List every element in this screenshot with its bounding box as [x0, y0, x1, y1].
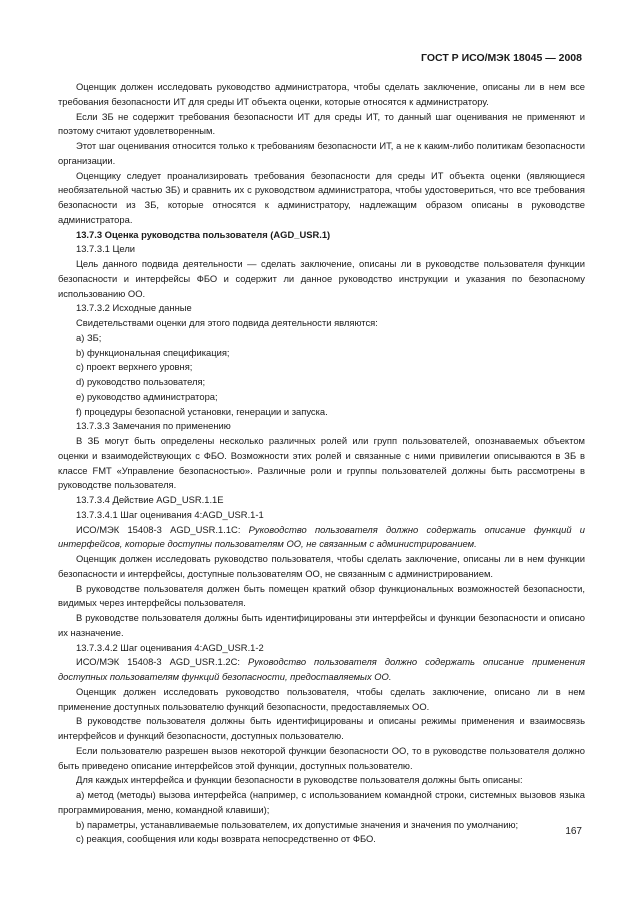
subsection-heading: 13.7.3.2 Исходные данные	[76, 302, 192, 314]
subsection-heading: 13.7.3.4.2 Шаг оценивания 4:AGD_USR.1-2	[76, 641, 264, 653]
requirement-text: Руководство пользователя должно содержать описание применения доступных пользователям функций безопасности, предоставляемых ОО.	[58, 656, 586, 682]
paragraph: Если ЗБ не содержит требования безопасности ИТ для среды ИТ, то данный шаг оценивания не применяют и поэтому считают удовлетворенным.	[58, 110, 585, 137]
paragraph: Если пользователю разрешен вызов некоторой функции безопасности ОО, то в руководстве пользователя должно быть приведено описание интерфейсов этой функции, доступных пользователю.	[58, 744, 585, 771]
requirement-ref: ИСО/МЭК 15408-3 AGD_USR.1.2C:	[76, 656, 248, 668]
list-item: d) руководство пользователя;	[76, 376, 206, 387]
requirement-paragraph	[58, 523, 585, 553]
paragraph: Оценщик должен исследовать руководство администратора, чтобы сделать заключение, описаны ли в нем все требования безопасности ИТ для среды ИТ объекта оценки, которые относятся к администратору.	[58, 81, 585, 107]
list-item: e) руководство администратора;	[76, 390, 218, 402]
paragraph: Этот шаг оценивания относится только к требованиям безопасности ИТ, а не к каким-либо политикам безопасности организации.	[58, 140, 585, 166]
paragraph: Свидетельствами оценки для этого подвида деятельности являются:	[76, 317, 378, 328]
paragraph: Цель данного подвида деятельности — сделать заключение, описаны ли в руководстве пользователя функции безопасности и интерфейсы ФБО и содержит ли данное руководство инструкции и указания по безопасному использованию ОО.	[58, 258, 585, 299]
document-header: ГОСТ Р ИСО/МЭК 18045 — 2008	[421, 52, 582, 64]
list-item: b) параметры, устанавливаемые пользователем, их допустимые значения и значения по умолчанию;	[76, 818, 519, 830]
paragraph: В руководстве пользователя должен быть помещен краткий обзор функциональных возможностей безопасности, видимых через интерфейсы пользователя.	[58, 582, 585, 609]
subsection-heading: 13.7.3.4 Действие AGD_USR.1.1E	[76, 494, 224, 505]
list-item: b) функциональная спецификация;	[76, 346, 230, 358]
paragraph: Оценщик должен исследовать руководство пользователя, чтобы сделать заключение, описано ли в нем применение доступных пользователю функций безопасности, предоставляемых ОО.	[58, 685, 585, 712]
requirement-ref: ИСО/МЭК 15408-3 AGD_USR.1.1C:	[76, 523, 249, 535]
page-number: 167	[565, 826, 582, 837]
list-item: a) метод (методы) вызова интерфейса (например, с использованием командной строки, системных вызовов языка программирования, меню, командной клавиши);	[58, 789, 585, 815]
document-body	[58, 80, 585, 847]
subsection-heading: 13.7.3.1 Цели	[76, 243, 136, 255]
paragraph: В руководстве пользователя должны быть идентифицированы эти интерфейсы и функции безопасности и описано их назначение.	[58, 612, 585, 638]
subsection-heading: 13.7.3.3 Замечания по применению	[76, 420, 231, 432]
list-item: a) ЗБ;	[76, 331, 102, 343]
requirement-text: Руководство пользователя должно содержать описание функций и интерфейсов, которые доступны пользователям ОО, не связанным с администрированием.	[58, 523, 585, 550]
list-item: c) проект верхнего уровня;	[76, 361, 193, 373]
subsection-heading: 13.7.3.4.1 Шаг оценивания 4:AGD_USR.1-1	[76, 508, 264, 520]
paragraph: Для каждых интерфейса и функции безопасности в руководстве пользователя должны быть описаны:	[76, 774, 523, 786]
paragraph: В руководстве пользователя должны быть идентифицированы и описаны режимы применения и взаимосвязь интерфейсов и функций безопасности, доступных пользователю.	[58, 715, 585, 741]
paragraph: Оценщику следует проанализировать требования безопасности для среды ИТ объекта оценки (являющиеся необязательной частью ЗБ) и сравнить их с руководством администратора, чтобы удостовериться, что все требования безопасности из ЗБ, которые относятся к администратору, надлежащим образом описаны в руководстве администратора.	[58, 169, 585, 225]
list-item: f) процедуры безопасной установки, генерации и запуска.	[76, 405, 328, 417]
paragraph: В ЗБ могут быть определены несколько различных ролей или групп пользователей, опознаваемых объектом оценки и взаимодействующих с ФБО. Возможности этих ролей и связанные с ними привилегии описываются в ЗБ в классе FMT «Управление безопасностью». Различные роли и группы пользователей должны быть рассмотрены в руководстве пользователя.	[58, 435, 585, 491]
section-heading: 13.7.3 Оценка руководства пользователя (AGD_USR.1)	[76, 228, 331, 240]
list-item: c) реакция, сообщения или коды возврата непосредственно от ФБО.	[76, 833, 376, 845]
paragraph: Оценщик должен исследовать руководство пользователя, чтобы сделать заключение, описаны ли в нем функции безопасности и интерфейсы, доступные пользователям ОО, не связанным с администрированием.	[58, 553, 585, 579]
requirement-paragraph	[58, 655, 585, 685]
